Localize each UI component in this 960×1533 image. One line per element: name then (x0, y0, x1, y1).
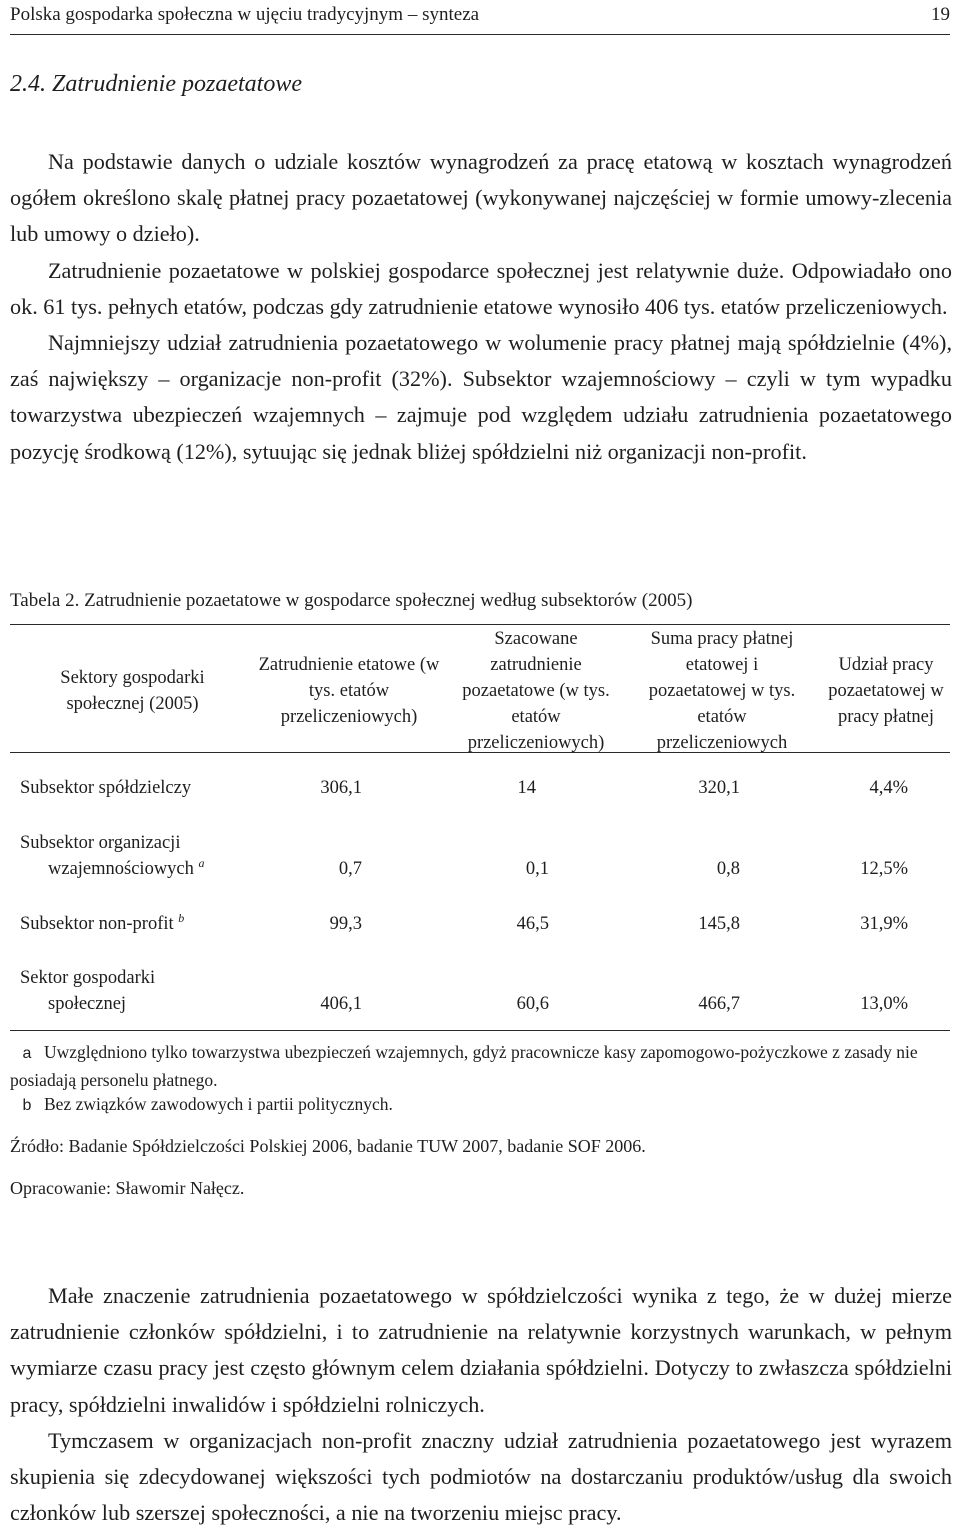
paragraph: Najmniejszy udział zatrudnienia pozaetatowego w wolumenie pracy płatnej mają spółdzielnie (4%), zaś największy – organizacje non-profit (32%). Subsektor wzajemnościowy – czyli w tym wypadku towarzystwa ubezpieczeń wzajemnych – zajmuje pod względem udziału zatrudnienia pozaetatowego pozycję środkową (12%), sytuując się jednak bliżej spółdzielni niż organizacji non-profit. (10, 330, 952, 464)
table-cell: 0,7 (338, 859, 362, 879)
column-header-employment: Zatrudnienie etatowe (w tys. etatów przeliczeniowych) (258, 655, 440, 727)
body-text-bottom (10, 1278, 952, 1531)
body-text-top (10, 144, 952, 470)
table-footnote-a (10, 1039, 956, 1093)
row-label-text: wzajemnościowych (48, 859, 194, 879)
row-label-text: Subsektor spółdzielczy (20, 778, 192, 798)
table-cell: 13,0% (860, 994, 908, 1014)
table-cell: 4,4% (869, 778, 908, 798)
footnote-marker: a (22, 1045, 32, 1062)
table-header-rule (10, 752, 950, 753)
footnote-text: Uwzględniono tylko towarzystwa ubezpieczeń wzajemnych, gdyż pracownicze kasy zapomogowo-pożyczkowe z zasady nie posiadają personelu płatnego. (10, 1042, 918, 1090)
table-cell: 0,8 (716, 859, 740, 879)
page-number: 19 (931, 4, 950, 25)
table-source: Źródło: Badanie Spółdzielczości Polskiej 2006, badanie TUW 2007, badanie SOF 2006. (10, 1136, 646, 1156)
table-bottom-rule (10, 1030, 950, 1031)
column-header-share: Udział pracy pozaetatowej w pracy płatnej (828, 655, 944, 727)
column-header-estimated: Szacowane zatrudnienie pozaetatowe (w tys. etatów przeliczeniowych) (462, 629, 610, 753)
table-cell: 60,6 (516, 994, 549, 1014)
row-label (20, 830, 250, 882)
row-label-text: Subsektor organizacji (20, 833, 181, 853)
row-label-text: Sektor gospodarki (20, 968, 156, 988)
table-top-rule (10, 624, 950, 625)
paragraph: Zatrudnienie pozaetatowe w polskiej gospodarce społecznej jest relatywnie duże. Odpowiadało ono ok. 61 tys. pełnych etatów, podczas gdy zatrudnienie etatowe wynosiło 406 tys. etatów przeliczeniowych. (10, 257, 952, 319)
running-header (10, 2, 950, 35)
table-footnote-b (10, 1091, 956, 1119)
table-cell: 0,1 (525, 859, 549, 879)
table-cell: 99,3 (329, 914, 362, 934)
paragraph: Na podstawie danych o udziale kosztów wynagrodzeń za pracę etatową w kosztach wynagrodzeń ogółem określono skalę płatnej pracy pozaetatowej (wykonywanej najczęściej w formie umowy-zlecenia lub umowy o dzieło). (10, 149, 952, 247)
row-label (20, 775, 250, 801)
table-cell: 12,5% (860, 859, 908, 879)
table-cell: 14 (517, 778, 536, 798)
table-cell: 31,9% (860, 914, 908, 934)
table-caption: Tabela 2. Zatrudnienie pozaetatowe w gospodarce społecznej według subsektorów (2005) (10, 590, 693, 611)
paragraph: Tymczasem w organizacjach non-profit znaczny udział zatrudnienia pozaetatowego jest wyrazem skupienia się zdecydowanej większości tych podmiotów na dostarczaniu produktów/usług dla swoich członków lub szerszej społeczności, a nie na tworzeniu miejsc pracy. (10, 1427, 952, 1526)
column-header-total: Suma pracy płatnej etatowej i pozaetatowej w tys. etatów przeliczeniowych (648, 629, 796, 753)
table-cell: 320,1 (698, 778, 740, 798)
section-title: 2.4. Zatrudnienie pozaetatowe (10, 71, 302, 97)
running-title: Polska gospodarka społeczna w ujęciu tradycyjnym – synteza (10, 4, 480, 25)
footnote-marker: a (198, 855, 205, 870)
table-prepared-by: Opracowanie: Sławomir Nałęcz. (10, 1178, 245, 1198)
footnote-marker: b (178, 910, 185, 925)
table-cell: 46,5 (516, 914, 549, 934)
table-cell: 145,8 (698, 914, 740, 934)
row-label-text: Subsektor non-profit (20, 914, 174, 934)
table-cell: 406,1 (320, 994, 362, 1014)
footnote-marker: b (22, 1097, 32, 1114)
footnote-text: Bez związków zawodowych i partii politycznych. (44, 1094, 393, 1114)
column-header-sector: Sektory gospodarki społecznej (2005) (60, 668, 205, 714)
row-label (20, 965, 250, 1017)
table-cell: 466,7 (698, 994, 740, 1014)
paragraph: Małe znaczenie zatrudnienia pozaetatowego w spółdzielczości wynika z tego, że w dużej mierze zatrudnienie członków spółdzielni, i to zatrudnienie na relatywnie korzystnych warunkach, w pełnym wymiarze czasu pracy jest często głównym celem działania spółdzielni. Dotyczy to zwłaszcza spółdzielni pracy, spółdzielni inwalidów i spółdzielni rolniczych. (10, 1283, 952, 1417)
table-cell: 306,1 (320, 778, 362, 798)
row-label-text: społecznej (48, 994, 127, 1014)
row-label (20, 911, 250, 937)
